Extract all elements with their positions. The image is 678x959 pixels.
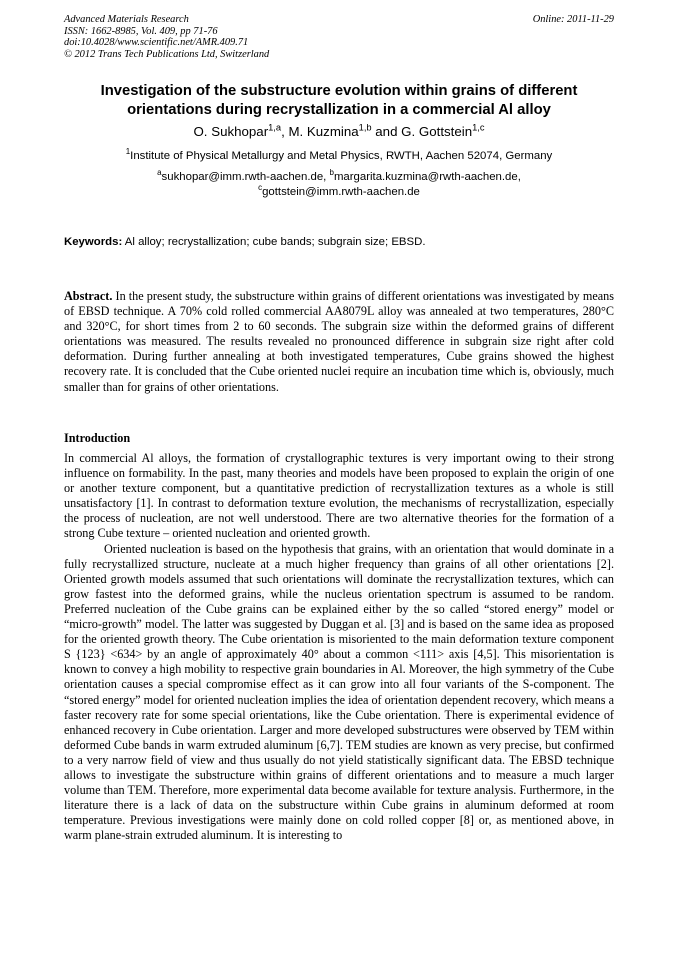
affiliation-mark: 1 (125, 147, 131, 157)
keywords-text: Al alloy; recrystallization; cube bands; subgrain size; EBSD. (124, 236, 426, 248)
section-heading-introduction: Introduction (64, 431, 131, 445)
author-name: M. Kuzmina (288, 124, 359, 139)
journal-header (64, 14, 269, 60)
keywords (64, 235, 624, 249)
online-date-text: Online: 2011-11-29 (532, 14, 614, 25)
affiliation-text: Institute of Physical Metallurgy and Metal Physics, RWTH, Aachen 52074, Germany (130, 150, 553, 162)
intro-paragraph-2: Oriented nucleation is based on the hypothesis that grains, with an orientation that would dominate in a fully recrystallized structure, nucleate at a much higher frequency than grains of all other orientations [2]. Oriented growth models assumed that such orientations will dominate the recrystallization textures, which can grow fastest into the deformed grains, while the nucleus orientation spectrum is assumed to be random. Preferred nucleation of the Cube grains can be explained either by the so called “stored energy” model or “micro-growth” model. The latter was suggested by Duggan et al. [3] and is based on the same idea as proposed for the oriented growth theory. The Cube orientation is misoriented to the main deformation texture component S {123} <634> by an angle of approximately 40° about a common <111> axis [4,5]. This misorientation is known to convey a high mobility to respective grain boundaries in Al. Moreover, the high symmetry of the Cube orientation causes a special compromise effect as it can grow into all four variants of the S-component. The “stored energy” model for oriented nucleation implies the idea of orientation dependent recovery, which means a faster recovery rate for some special orientations, like the Cube orientation. There is experimental evidence of enhanced recovery in Cube orientation. Larger and more developed substructures were observed by TEM within deformed Cube bands in warm extruded aluminum [6,7]. TEM studies are known as very precise, but confirmed to a very narrow field of view and thus usually do not yield statistically significant data. The EBSD technique allows to investigate the substructure within grains of different orientations and to measure a much larger volume than TEM. Therefore, more experimental data become available for texture analysis. Furthermore, in the literature there is a lack of data on the substructure within Cube grains in aluminum deformed at room temperature. Previous investigations were mainly done on cold rolled copper [8] or, as mentioned above, in warm plane-strain extruded aluminum. It is interesting to (64, 541, 614, 843)
author-separator: and (371, 124, 402, 139)
email-mark: c (258, 183, 263, 193)
keywords-label: Keywords: (64, 236, 123, 248)
copyright-line: © 2012 Trans Tech Publications Ltd, Switzerland (64, 48, 270, 60)
abstract (64, 289, 614, 395)
author-separator: , (281, 124, 289, 139)
doi-line[interactable]: doi:10.4028/www.scientific.net/AMR.409.71 (64, 37, 249, 49)
email-address[interactable]: gottstein@imm.rwth-aachen.de (262, 186, 420, 198)
author-list (64, 124, 614, 140)
abstract-text: In the present study, the substructure within grains of different orientations was investigated by means of EBSD technique. A 70% cold rolled commercial AA8079L alloy was annealed at two temperatures, 280°C and 320°C, for short times from 2 to 60 seconds. The subgrain size within the deformed grains of different orientations was measured. The results revealed no pronounced difference in subgrain size right after cold deformation. During further annealing at both investigated temperatures, Cube grains showed the highest recovery rate. It is concluded that the Cube oriented nuclei require an incubation time which is, obviously, much smaller than for grains of other orientations. (64, 289, 615, 394)
abstract-label: Abstract. (64, 289, 113, 303)
introduction-body (64, 451, 614, 843)
author-name: G. Gottstein (401, 124, 473, 139)
email-mark: b (329, 168, 334, 178)
issn-line: ISSN: 1662-8985, Vol. 409, pp 71-76 (64, 25, 218, 37)
intro-paragraph-1: In commercial Al alloys, the formation of crystallographic textures is very important owing to their strong influence on formability. In the past, many theories and models have been proposed to explain the origin of one or another texture component, but a quantitative prediction of recrystallization textures as a whole is still unsatisfactory [1]. In contrast to deformation texture evolution, the mechanisms of recrystallization, especially the process of nucleation, are not well understood. There are two alternative theories for the formation of a strong Cube texture – oriented nucleation and oriented growth. (64, 451, 614, 541)
affiliation (64, 149, 614, 163)
email-address[interactable]: sukhopar@imm.rwth-aachen.de, (161, 171, 330, 183)
journal-name: Advanced Materials Research (64, 14, 189, 25)
email-mark: a (157, 168, 162, 178)
title-line-2: orientations during recrystallization in a commercial Al alloy (127, 102, 551, 118)
email-list (64, 170, 614, 200)
author-name: O. Sukhopar (193, 124, 269, 139)
email-address[interactable]: margarita.kuzmina@rwth-aachen.de, (333, 171, 521, 183)
online-date (533, 14, 614, 26)
paper-title (64, 82, 614, 120)
title-line-1: Investigation of the substructure evolution within grains of different (100, 83, 578, 99)
author-affil-mark: 1,c (472, 122, 485, 133)
author-affil-mark: 1,b (358, 122, 372, 133)
author-affil-mark: 1,a (268, 122, 282, 133)
